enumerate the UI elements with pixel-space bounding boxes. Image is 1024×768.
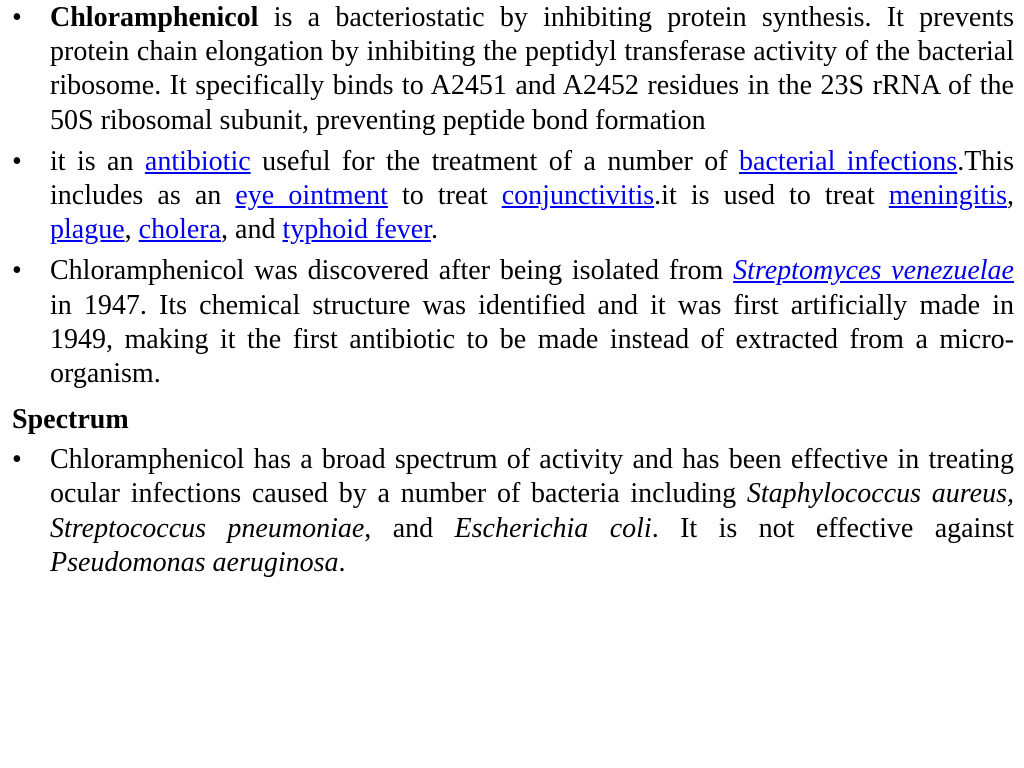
bullet-icon: • [12,444,22,476]
spectrum-species-2: Escherichia coli [454,512,652,544]
uses-text-1: it is an [50,145,145,177]
link-bacterial-infections[interactable]: bacterial infections [739,145,958,177]
bullet-item-mechanism [12,1,1014,138]
link-streptomyces-venezuelae[interactable]: Streptomyces venezuelae [733,255,1014,287]
bullet-item-uses [12,145,1014,248]
uses-text-5: .it is used to treat [654,180,889,212]
link-typhoid-fever[interactable]: typhoid fever [282,214,431,246]
spectrum-species-1: Staphylococcus aureus, Streptococcus pneumoniae [50,478,1014,544]
slide-content [12,0,1014,580]
spectrum-text-4: . [338,546,346,578]
uses-text-7: , [124,214,139,246]
discovery-text-1: Chloramphenicol was discovered after being isolated from [50,255,734,287]
bullet-icon: • [12,255,22,287]
link-antibiotic[interactable]: antibiotic [144,145,251,177]
discovery-text-2: in 1947. Its chemical structure was identified and it was first artificially made in 1949, making it the first antibiotic to be made instead of extracted from a micro-organism. [50,289,1014,390]
mechanism-text: is a bacteriostatic by inhibiting protein synthesis. It prevents protein chain elongation by inhibiting the peptidyl transferase activity of the bacterial ribosome. It specifically binds to A2451 and A2452 residues in the 23S rRNA of the 50S ribosomal subunit, preventing peptide bond formation [50,2,1014,136]
bullet-icon: • [12,2,22,33]
spectrum-text-1: Chloramphenicol has a broad spectrum of activity and has been effective in treating ocular infections caused by a number of bacteria including [50,444,1014,510]
term-chloramphenicol: Chloramphenicol [50,2,259,33]
link-plague[interactable]: plague [50,214,125,246]
uses-text-6: , [1007,180,1015,212]
bullet-item-spectrum [12,443,1014,580]
spectrum-text-3: . It is not effective against [651,512,1014,544]
link-conjunctivitis[interactable]: conjunctivitis [501,180,655,212]
link-cholera[interactable]: cholera [138,214,222,246]
bullet-item-discovery [12,254,1014,391]
link-eye-ointment[interactable]: eye ointment [235,180,388,212]
uses-text-8: , and [221,214,283,246]
section-heading-spectrum: Spectrum [12,404,129,436]
spectrum-text-2: , and [364,512,455,544]
uses-text-9: . [431,214,438,246]
bullet-icon: • [12,145,22,177]
spectrum-species-3: Pseudomonas aeruginosa [50,546,339,578]
uses-text-2: useful for the treatment of a number of [250,145,739,177]
uses-text-4: to treat [387,180,502,212]
uses-text-3: .This includes as an [50,145,1014,212]
link-meningitis[interactable]: meningitis [888,180,1008,212]
